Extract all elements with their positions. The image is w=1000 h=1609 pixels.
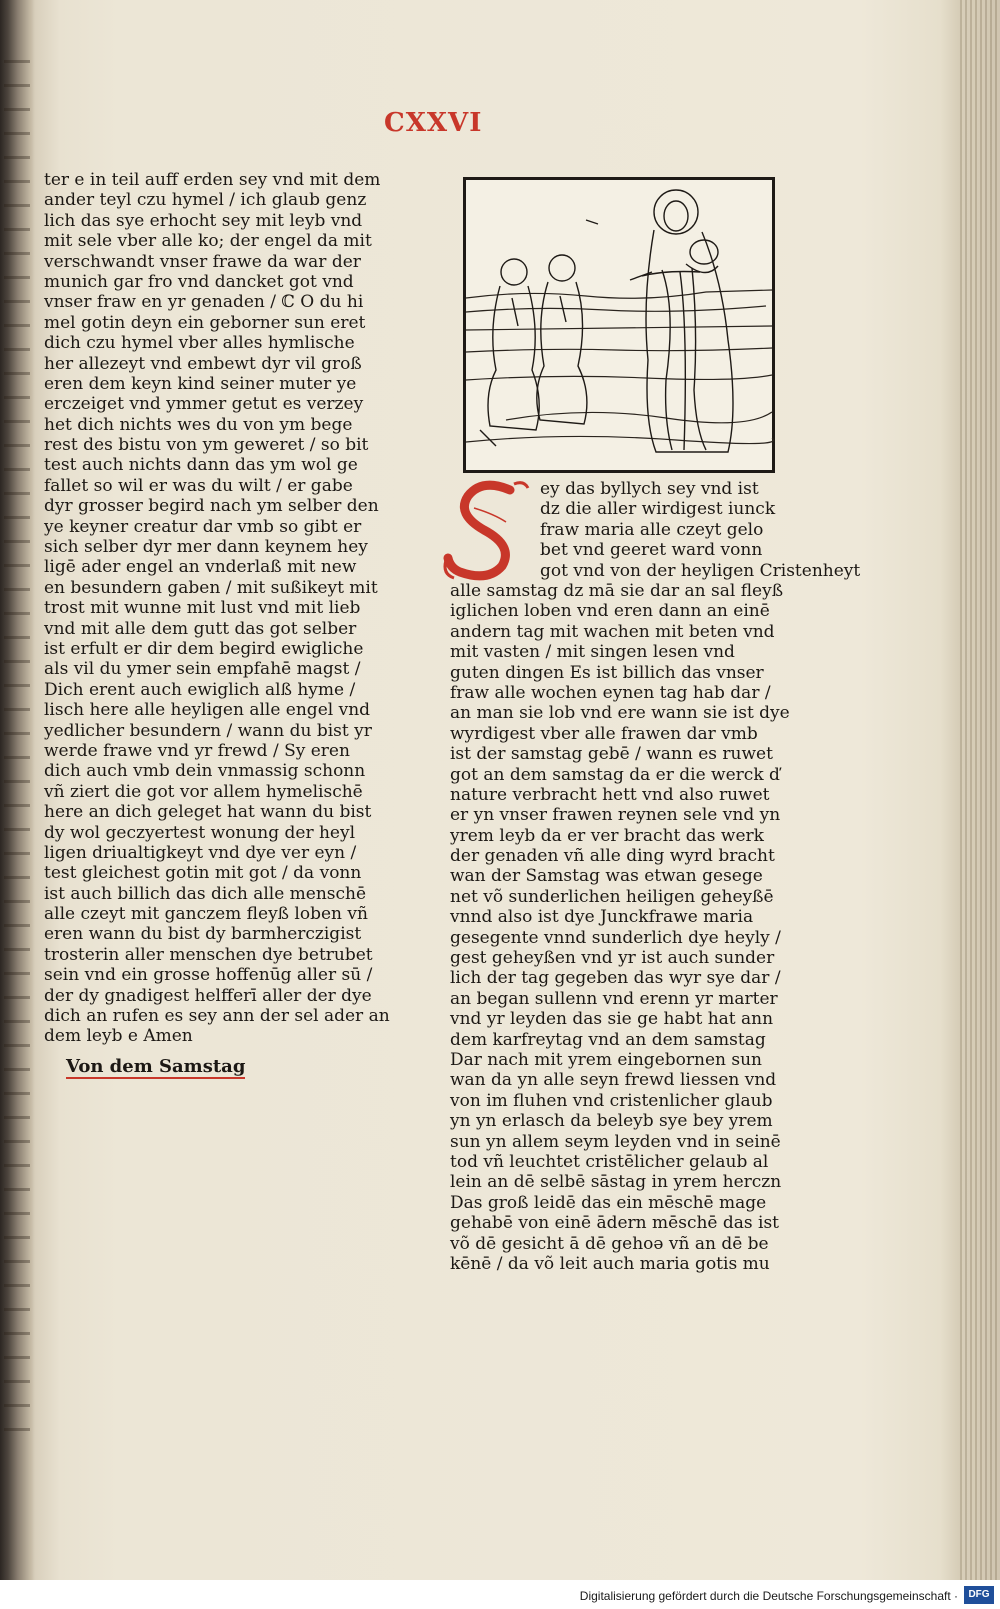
text-line: Dich erent auch ewiglich alß hyme / bbox=[44, 679, 356, 700]
text-line: wan der Samstag was etwan gesege bbox=[450, 866, 763, 887]
text-line: tod vñ leuchtet cristēlicher gelaub al bbox=[450, 1151, 769, 1172]
text-line: ist der samstag gebē / wann es ruwet bbox=[450, 744, 773, 765]
text-line: dz die aller wirdigest iunck bbox=[540, 499, 776, 520]
text-line: vnser fraw en yr genaden / ℂ O du hi bbox=[44, 292, 364, 313]
text-line: sun yn allem seym leyden vnd in seinē bbox=[450, 1131, 781, 1152]
text-line: mit vasten / mit singen lesen vnd bbox=[450, 642, 735, 663]
text-line: wyrdigest vber alle frawen dar vmb bbox=[450, 723, 758, 744]
text-line: eren dem keyn kind seiner muter ye bbox=[44, 373, 357, 394]
madonna-woodcut-image bbox=[466, 180, 772, 470]
text-line: het dich nichts wes du von ym bege bbox=[44, 414, 353, 435]
facing-page-edge bbox=[4, 60, 30, 1440]
text-line: sein vnd ein grosse hoffenūg aller sū / bbox=[44, 965, 373, 986]
text-line: bet vnd geeret ward vonn bbox=[540, 540, 763, 561]
text-line: eren wann du bist dy barmherczigist bbox=[44, 924, 362, 945]
text-line: munich gar fro vnd dancket got vnd bbox=[44, 271, 354, 292]
text-line: test auch nichts dann das ym wol ge bbox=[44, 455, 358, 476]
text-line: trosterin aller menschen dye betrubet bbox=[44, 944, 373, 965]
text-line: als vil du ymer sein empfahē magst / bbox=[44, 659, 361, 680]
text-line: en besundern gaben / mit sußikeyt mit bbox=[44, 577, 378, 598]
text-line: vñ ziert die got vor allem hymelischē bbox=[44, 781, 363, 802]
text-line: Dar nach mit yrem eingebornen sun bbox=[450, 1049, 762, 1070]
text-line: ist erfult er dir dem begird ewigliche bbox=[44, 638, 364, 659]
right-text-column bbox=[450, 581, 790, 1274]
section-heading: Von dem Samstag bbox=[66, 1056, 246, 1077]
text-line: ye keyner creatur dar vmb so gibt er bbox=[44, 516, 362, 537]
text-line: dyr grosser begird nach ym selber den bbox=[44, 496, 379, 517]
text-line: test gleichest gotin mit got / da vonn bbox=[44, 863, 362, 884]
text-line: guten dingen Es ist billich das vnser bbox=[450, 662, 764, 683]
text-line: von im fluhen vnd cristenlicher glaub bbox=[450, 1090, 773, 1111]
text-line: dem leyb e Amen bbox=[44, 1026, 193, 1047]
page-fore-edge bbox=[960, 0, 1000, 1580]
text-line: sich selber dyr mer dann keynem hey bbox=[44, 537, 368, 558]
text-line: iglichen loben vnd eren dann an einē bbox=[450, 601, 770, 622]
text-line: an man sie lob vnd ere wann sie ist dye bbox=[450, 703, 790, 724]
right-text-beside-initial bbox=[540, 479, 861, 581]
text-line: mit sele vber alle ko; der engel da mit bbox=[44, 231, 372, 252]
text-line: nature verbracht hett vnd also ruwet bbox=[450, 784, 770, 805]
text-line: vnd yr leyden das sie ge habt hat ann bbox=[450, 1009, 774, 1030]
text-line: ter e in teil auff erden sey vnd mit dem bbox=[44, 170, 381, 190]
text-line: erczeiget vnd ymmer getut es verzey bbox=[44, 394, 364, 415]
text-line: lein an dē selbē sāstag in yrem herczn bbox=[450, 1172, 782, 1193]
text-line: Das groß leidē das ein mēschē mage bbox=[450, 1192, 767, 1213]
text-line: dich auch vmb dein vnmassig schonn bbox=[44, 761, 366, 782]
text-line: her allezeyt vnd embewt dyr vil groß bbox=[44, 353, 362, 374]
text-line: lich das sye erhocht sey mit leyb vnd bbox=[44, 210, 363, 231]
text-line: yrem leyb da er ver bracht das werk bbox=[450, 825, 764, 846]
text-line: an began sullenn vnd erenn yr marter bbox=[450, 988, 778, 1009]
text-line: vnnd also ist dye Junckfrawe maria bbox=[450, 907, 754, 928]
text-line: fraw maria alle czeyt gelo bbox=[540, 519, 764, 540]
text-line: net võ sunderlichen heiligen geheyßē bbox=[450, 886, 774, 907]
illuminated-initial bbox=[444, 478, 536, 582]
text-line: rest des bistu von ym geweret / so bit bbox=[44, 435, 369, 456]
text-line: got an dem samstag da er die werck ď bbox=[450, 764, 780, 785]
text-line: fallet so wil er was du wilt / er gabe bbox=[44, 475, 353, 496]
text-line: alle samstag dz mā sie dar an sal fleyß bbox=[450, 581, 784, 601]
text-line: vnd mit alle dem gutt das got selber bbox=[44, 618, 357, 639]
funding-notice: Digitalisierung gefördert durch die Deutsche Forschungsgemeinschaft · bbox=[579, 1589, 958, 1603]
text-line: wan da yn alle seyn frewd liessen vnd bbox=[450, 1070, 777, 1091]
text-line: ey das byllych sey vnd ist bbox=[540, 479, 759, 499]
text-line: kēnē / da võ leit auch maria gotis mu bbox=[450, 1253, 770, 1274]
text-line: dich czu hymel vber alles hymlische bbox=[44, 333, 355, 354]
text-line: võ dē gesicht ā dē gehoǝ vñ an dē be bbox=[450, 1233, 769, 1254]
text-line: verschwandt vnser frawe da war der bbox=[44, 251, 361, 272]
text-line: ist auch billich das dich alle menschē bbox=[44, 883, 367, 904]
dfg-logo: DFG bbox=[964, 1586, 994, 1604]
text-line: gehabē von einē ādern mēschē das ist bbox=[450, 1213, 780, 1234]
text-line: lich der tag gegeben das wyr sye dar / bbox=[450, 968, 781, 989]
text-line: yedlicher besundern / wann du bist yr bbox=[44, 720, 372, 741]
text-line: dy wol geczyertest wonung der heyl bbox=[44, 822, 356, 843]
text-line: lisch here alle heyligen alle engel vnd bbox=[44, 700, 371, 721]
text-line: fraw alle wochen eynen tag hab dar / bbox=[450, 682, 771, 703]
text-line: dich an rufen es sey ann der sel ader an bbox=[44, 1006, 390, 1027]
text-line: gest geheyßen vnd yr ist auch sunder bbox=[450, 948, 775, 969]
text-line: yn yn erlasch da beleyb sye bey yrem bbox=[450, 1111, 773, 1132]
text-line: werde frawe vnd yr frewd / Sy eren bbox=[44, 740, 350, 761]
text-line: ander teyl czu hymel / ich glaub genz bbox=[44, 190, 367, 211]
text-line: der dy gnadigest helfferī aller der dye bbox=[44, 985, 372, 1006]
text-line: dem karfreytag vnd an dem samstag bbox=[450, 1029, 766, 1050]
text-line: alle czeyt mit ganczem fleyß loben vñ bbox=[44, 904, 368, 925]
text-line: der genaden vñ alle ding wyrd bracht bbox=[450, 846, 775, 867]
text-line: er yn vnser frawen reynen sele vnd yn bbox=[450, 805, 781, 826]
text-line: ligen driualtigkeyt vnd dye ver eyn / bbox=[44, 842, 357, 863]
text-line: here an dich geleget hat wann du bist bbox=[44, 802, 372, 823]
text-line: andern tag mit wachen mit beten vnd bbox=[450, 621, 775, 642]
text-line: got vnd von der heyligen Cristenheyt bbox=[540, 560, 861, 581]
text-line: gesegente vnnd sunderlich dye heyly / bbox=[450, 927, 781, 948]
folio-number: CXXVI bbox=[384, 108, 483, 138]
left-text-column bbox=[44, 170, 390, 1047]
text-line: ligē ader engel an vnderlaß mit new bbox=[44, 557, 357, 578]
text-line: mel gotin deyn ein geborner sun eret bbox=[44, 312, 366, 333]
woodcut-illustration bbox=[463, 177, 775, 473]
text-line: trost mit wunne mit lust vnd mit lieb bbox=[44, 598, 361, 619]
initial-s-glyph bbox=[444, 478, 536, 582]
